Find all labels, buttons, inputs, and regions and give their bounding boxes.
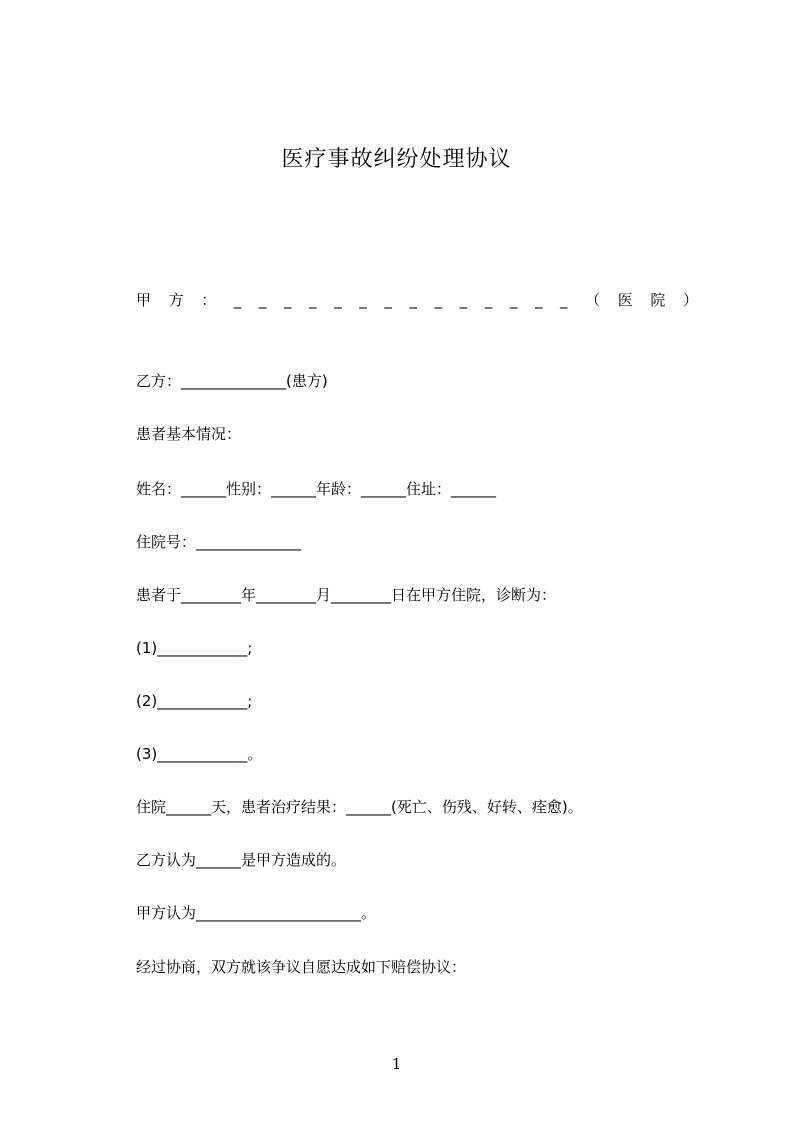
- party-a-char: （: [585, 291, 601, 309]
- party-a-blank: _: [534, 291, 543, 309]
- party-a-line: [136, 290, 698, 310]
- party-b-opinion-line: 乙方认为______是甲方造成的。: [136, 851, 347, 869]
- party-a-char: 方: [168, 291, 184, 309]
- patient-info-heading: 患者基本情况：: [136, 425, 242, 443]
- document-title: 医疗事故纠纷处理协议: [281, 147, 512, 172]
- party-a-blank: _: [484, 291, 493, 309]
- party-a-blank: _: [560, 291, 568, 309]
- party-a-blank: _: [258, 291, 267, 309]
- party-a-blank: _: [334, 291, 342, 309]
- party-a-blank: _: [284, 291, 292, 309]
- page-number: 1: [391, 1055, 402, 1073]
- treatment-result-line: 住院______天，患者治疗结果：______(死亡、伤残、好转、痊愈)。: [136, 798, 583, 816]
- party-a-blank: _: [233, 291, 242, 309]
- party-a-blank: _: [409, 291, 417, 309]
- agreement-intro-line: 经过协商，双方就该争议自愿达成如下赔偿协议：: [136, 958, 467, 976]
- party-a-opinion-line: 甲方认为______________________。: [136, 904, 377, 922]
- party-a-blank: _: [359, 291, 367, 309]
- diagnosis-item-2: (2)____________;: [136, 692, 253, 710]
- party-a-char: 甲: [136, 291, 152, 309]
- party-a-blank: _: [384, 291, 392, 309]
- diagnosis-item-1: (1)____________;: [136, 639, 253, 657]
- party-a-blank: _: [309, 291, 317, 309]
- party-a-blank: _: [459, 291, 468, 309]
- diagnosis-item-3: (3)____________。: [136, 745, 263, 763]
- party-a-char: ）: [682, 291, 698, 309]
- admission-date-line: 患者于________年________月________日在甲方住院，诊断为：: [136, 586, 557, 604]
- admission-number-line: 住院号：______________: [136, 533, 302, 551]
- party-b-line: 乙方：______________(患方): [136, 372, 328, 390]
- patient-basic-fields: 姓名：______性别：______年龄：______住址：______: [136, 480, 497, 498]
- party-a-blank: _: [509, 291, 518, 309]
- party-a-blank: _: [434, 291, 443, 309]
- party-a-char: 医: [617, 291, 633, 309]
- party-a-char: 院: [650, 291, 666, 309]
- party-a-char: ：: [201, 291, 217, 309]
